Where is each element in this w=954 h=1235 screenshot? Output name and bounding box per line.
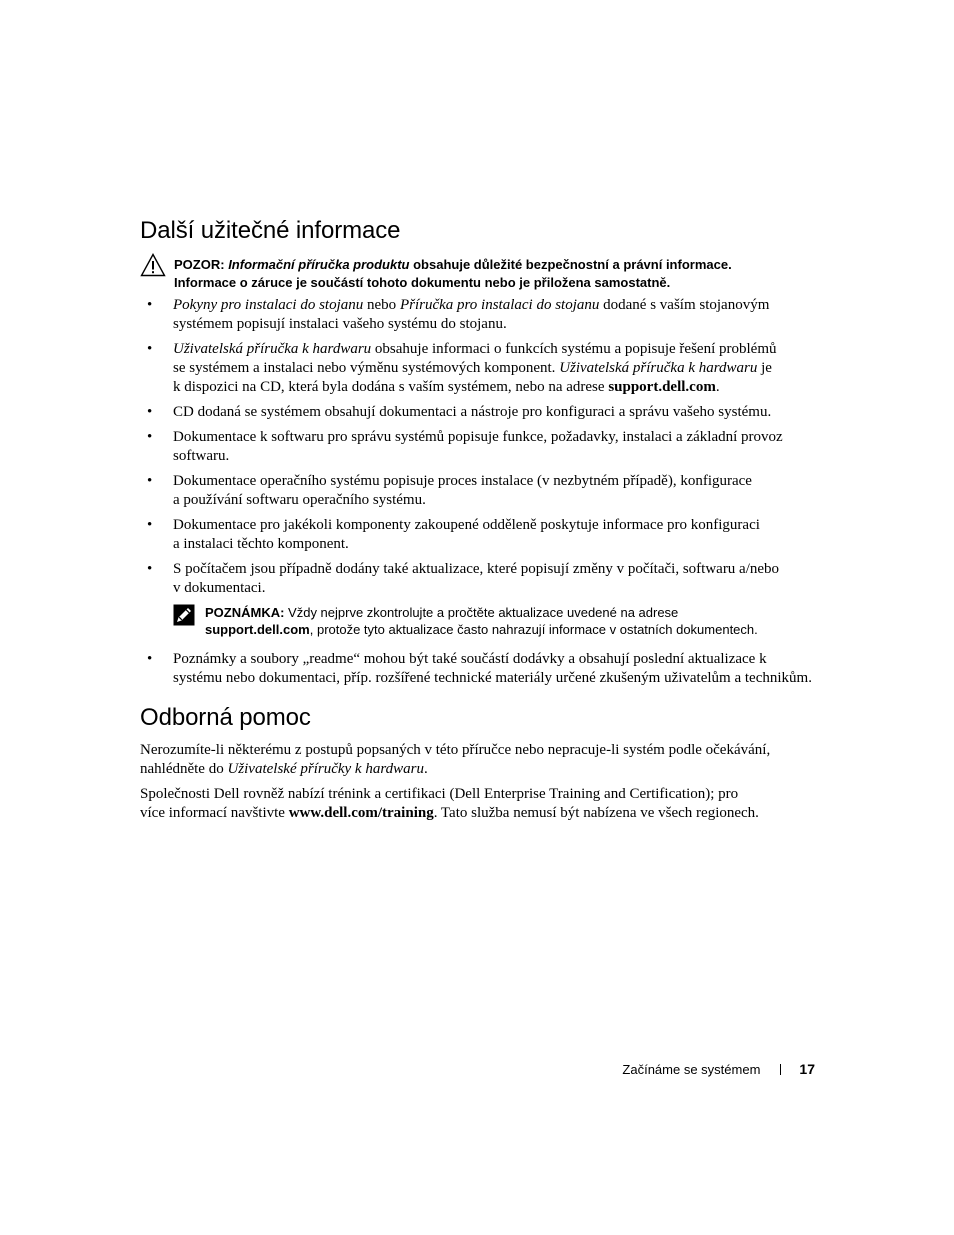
training-link[interactable]: www.dell.com/training [288,805,434,821]
list-item-text: k dispozici na CD, která byla dodána s vaším systémem, nebo na adrese [173,379,609,395]
rack-guide-title: Příručka pro instalaci do stojanu [399,297,600,313]
list-item-text: nebo [363,297,400,313]
list-item [140,516,830,554]
list-item [140,472,830,510]
paragraph-text: Nerozumíte-li některému z postupů popsaných v této příručce nebo nepracuje-li systém podle očekávání, [140,742,771,758]
bullet-icon: • [147,341,153,357]
footer-chapter: Začínáme se systémem [622,1062,761,1077]
list-item [140,296,830,334]
list-item-text: systémem popisují instalaci vašeho systému do stojanu. [173,316,507,332]
paragraph-text: nahlédněte do [140,761,228,777]
hardware-guide-title: Uživatelská příručka k hardwaru [173,341,372,357]
caution-text-1: obsahuje důležité bezpečnostní a právní informace. [409,257,732,272]
list-item-text: obsahuje informaci o funkcích systému a popisuje řešení problémů [371,341,777,357]
section-title-help: Odborná pomoc [140,704,311,731]
hardware-guide-title: Uživatelské příručky k hardwaru [227,761,424,777]
pencil-note-icon [173,604,195,626]
list-item [140,403,830,422]
list-item-text: Dokumentace operačního systému popisuje proces instalace (v nezbytném případě), konfigurace [173,473,752,489]
bullet-icon: • [147,404,153,420]
bullet-icon: • [147,297,153,313]
list-item-text: a používání softwaru operačního systému. [173,492,426,508]
bullet-icon: • [147,651,153,667]
list-item-text: se systémem a instalaci nebo výměnu systémových komponent. [173,360,560,376]
paragraph-text: více informací navštivte [140,805,289,821]
list-item-text: . [715,379,720,395]
help-paragraph-1 [140,741,830,779]
bullet-icon: • [147,473,153,489]
list-item [140,560,830,598]
list-item-text: Poznámky a soubory „readme“ mohou být také součástí dodávky a obsahují poslední aktualizace k [173,651,767,667]
note-text-1: Vždy nejprve zkontrolujte a pročtěte aktualizace uvedené na adrese [284,605,679,620]
support-link[interactable]: support.dell.com [608,379,716,395]
page-footer [560,1061,815,1077]
list-item-text: v dokumentaci. [173,580,266,596]
list-item-text: Dokumentace k softwaru pro správu systémů popisuje funkce, požadavky, instalaci a základní provoz [173,429,783,445]
rack-instructions-title: Pokyny pro instalaci do stojanu [173,297,364,313]
bullet-icon: • [147,517,153,533]
bullet-icon: • [147,429,153,445]
list-item-text: dodané s vaším stojanovým [599,297,770,313]
section-title-more-info: Další užitečné informace [140,217,401,244]
page-number: 17 [799,1061,815,1077]
list-item-text: je [757,360,772,376]
bullet-icon: • [147,561,153,577]
list-item [140,340,830,397]
note-box [173,604,830,644]
caution-text-2: Informace o záruce je součástí tohoto dokumentu nebo je přiložena samostatně. [174,275,671,290]
list-item [140,650,830,688]
list-item-text: softwaru. [173,448,230,464]
caution-text [174,256,824,292]
note-text-2: , protože tyto aktualizace často nahrazují informace v ostatních dokumentech. [309,622,758,637]
caution-doc-title: Informační příručka produktu [228,257,410,272]
list-item-text: systému nebo dokumentaci, příp. rozšířené technické materiály určené zkušeným uživatelům a technikům. [173,670,812,686]
list-item [140,428,830,466]
list-item-text: CD dodaná se systémem obsahují dokumentaci a nástroje pro konfiguraci a správu vašeho systému. [173,404,772,420]
list-item-text: a instalaci těchto komponent. [173,536,349,552]
footer-separator [780,1064,781,1075]
help-paragraph-2 [140,785,830,823]
paragraph-text: Společnosti Dell rovněž nabízí trénink a certifikaci (Dell Enterprise Training and Certification); pro [140,786,739,802]
warning-triangle-icon [140,253,166,277]
paragraph-text: . [423,761,428,777]
info-bullet-list [140,296,830,694]
caution-label: POZOR: [174,257,225,272]
list-item-text: Dokumentace pro jakékoli komponenty zakoupené odděleně poskytuje informace pro konfiguraci [173,517,760,533]
support-link[interactable]: support.dell.com [205,622,310,637]
note-text [173,604,830,638]
list-item-text: S počítačem jsou případně dodány také aktualizace, které popisují změny v počítači, softwaru a/nebo [173,561,780,577]
note-label: POZNÁMKA: [205,605,285,620]
hardware-guide-title: Uživatelská příručka k hardwaru [559,360,758,376]
paragraph-text: . Tato služba nemusí být nabízena ve všech regionech. [433,805,759,821]
